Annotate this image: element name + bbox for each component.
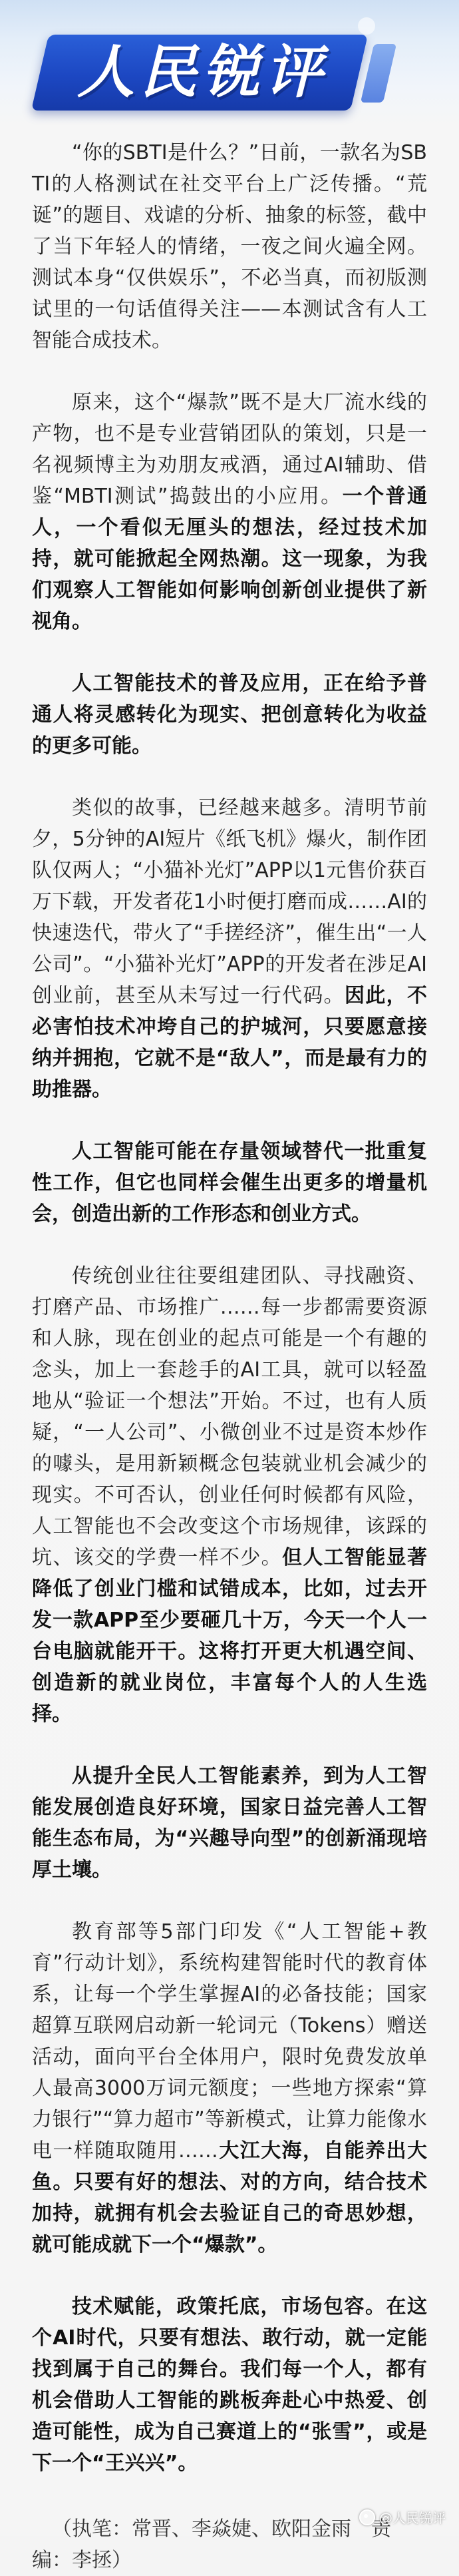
watermark-text: @人民锐评 — [379, 2510, 446, 2526]
emphasis-text: 一个普通人，一个看似无厘头的想法，经过技术加持，就可能掀起全网热潮。这一现象，为我们观察人工智能如何影响创新创业提供了新视角。 — [32, 485, 427, 633]
masthead-dot — [358, 17, 375, 35]
emphasis-text: 但人工智能显著降低了创业门槛和试错成本，比如，过去开发一款APP至少要砸几十万，今天一个人一台电脑就能开干。这将打开更大机遇空间、创造新的就业岗位，丰富每个人的人生选择。 — [32, 1546, 427, 1726]
paragraph-5 — [32, 1136, 427, 1230]
paragraph-3 — [32, 668, 427, 762]
body-text: 原来，这个“爆款”既不是大厂流水线的产物，也不是专业营销团队的策划，只是一名视频博主为劝朋友戒酒，通过AI辅助、借鉴“MBTI测试”捣鼓出的小应用。 — [32, 391, 427, 508]
paragraph-8 — [32, 1916, 427, 2260]
emphasis-text: 人工智能可能在存量领域替代一批重复性工作，但它也同样会催生出更多的增量机会，创造出新的工作形态和创业方式。 — [32, 1140, 427, 1226]
article-credits: （执笔：常晋、李焱婕、欧阳金雨 责编：李拯） — [32, 2517, 391, 2572]
paragraph-6 — [32, 1260, 427, 1730]
weibo-logo-icon — [359, 2509, 375, 2525]
body-text: 传统创业往往要组建团队、寻找融资、打磨产品、市场推广……每一步都需要资源和人脉，现在创业的起点可能是一个有趣的念头，加上一套趁手的AI工具，就可以轻盈地从“验证一个想法”开始。不过，也有人质疑，“一人公司”、小微创业不过是资本炒作的噱头，是用新颖概念包装就业机会减少的现实。不可否认，创业任何时候都有风险，人工智能也不会改变这个市场规律，该踩的坑、该交的学费一样不少。 — [32, 1264, 427, 1569]
emphasis-text: 技术赋能，政策托底，市场包容。在这个AI时代，只要有想法、敢行动，就一定能找到属于自己的舞台。我们每一个人，都有机会借助人工智能的跳板奔赴心中热爱、创造可能性，成为自己赛道上的“张雪”，或是下一个“王兴兴”。 — [32, 2295, 427, 2475]
masthead-stripe — [361, 44, 396, 103]
emphasis-text: 从提升全民人工智能素养，到为人工智能发展创造良好环境，国家日益完善人工智能生态布局，为“兴趣导向型”的创新涌现培厚土壤。 — [32, 1764, 427, 1882]
body-text: 教育部等5部门印发《“人工智能+教育”行动计划》，系统构建智能时代的教育体系，让每一个学生掌握AI的必备技能；国家超算互联网启动新一轮词元（Tokens）赠送活动，面向平台全体用户，限时免费发放单人最高3000万词元额度；一些地方探索“算力银行”“算力超市”等新模式，让算力能像水电一样随取随用…… — [32, 1920, 427, 2163]
paragraph-4 — [32, 792, 427, 1105]
emphasis-text: 因此，不必害怕技术冲垮自己的护城河，只要愿意接纳并拥抱，它就不是“敌人”，而是最有力的助推器。 — [32, 984, 427, 1101]
paragraph-9 — [32, 2291, 427, 2479]
body-text: “你的SBTI是什么？”日前，一款名为SBTI的人格测试在社交平台上广泛传播。“荒诞”的题目、戏谑的分析、抽象的标签，截中了当下年轻人的情绪，一夜之间火遍全网。测试本身“仅供娱乐”，不必当真，而初版测试里的一句话值得关注——本测试含有人工智能合成技术。 — [32, 141, 427, 352]
paragraph-7 — [32, 1760, 427, 1886]
masthead-title: 人民锐评 — [77, 39, 327, 106]
paragraph-2 — [32, 387, 427, 637]
emphasis-text: 大江大海，自能养出大鱼。只要有好的想法、对的方向，结合技术加持，就拥有机会去验证自己的奇思妙想，就可能成就下一个“爆款”。 — [32, 2139, 428, 2256]
article-body — [0, 119, 459, 2576]
watermark — [359, 2507, 446, 2527]
paragraph-1 — [32, 137, 427, 356]
masthead-banner — [0, 0, 459, 119]
emphasis-text: 人工智能技术的普及应用，正在给予普通人将灵感转化为现实、把创意转化为收益的更多可能。 — [32, 672, 427, 758]
body-text: 类似的故事，已经越来越多。清明节前夕，5分钟的AI短片《纸飞机》爆火，制作团队仅两人；“小猫补光灯”APP以1元售价获百万下载，开发者花1小时便打磨而成……AI的快速迭代，带火了“手搓经济”，催生出“一人公司”。“小猫补光灯”APP的开发者在涉足AI创业前，甚至从未写过一行代码。 — [32, 796, 427, 1007]
